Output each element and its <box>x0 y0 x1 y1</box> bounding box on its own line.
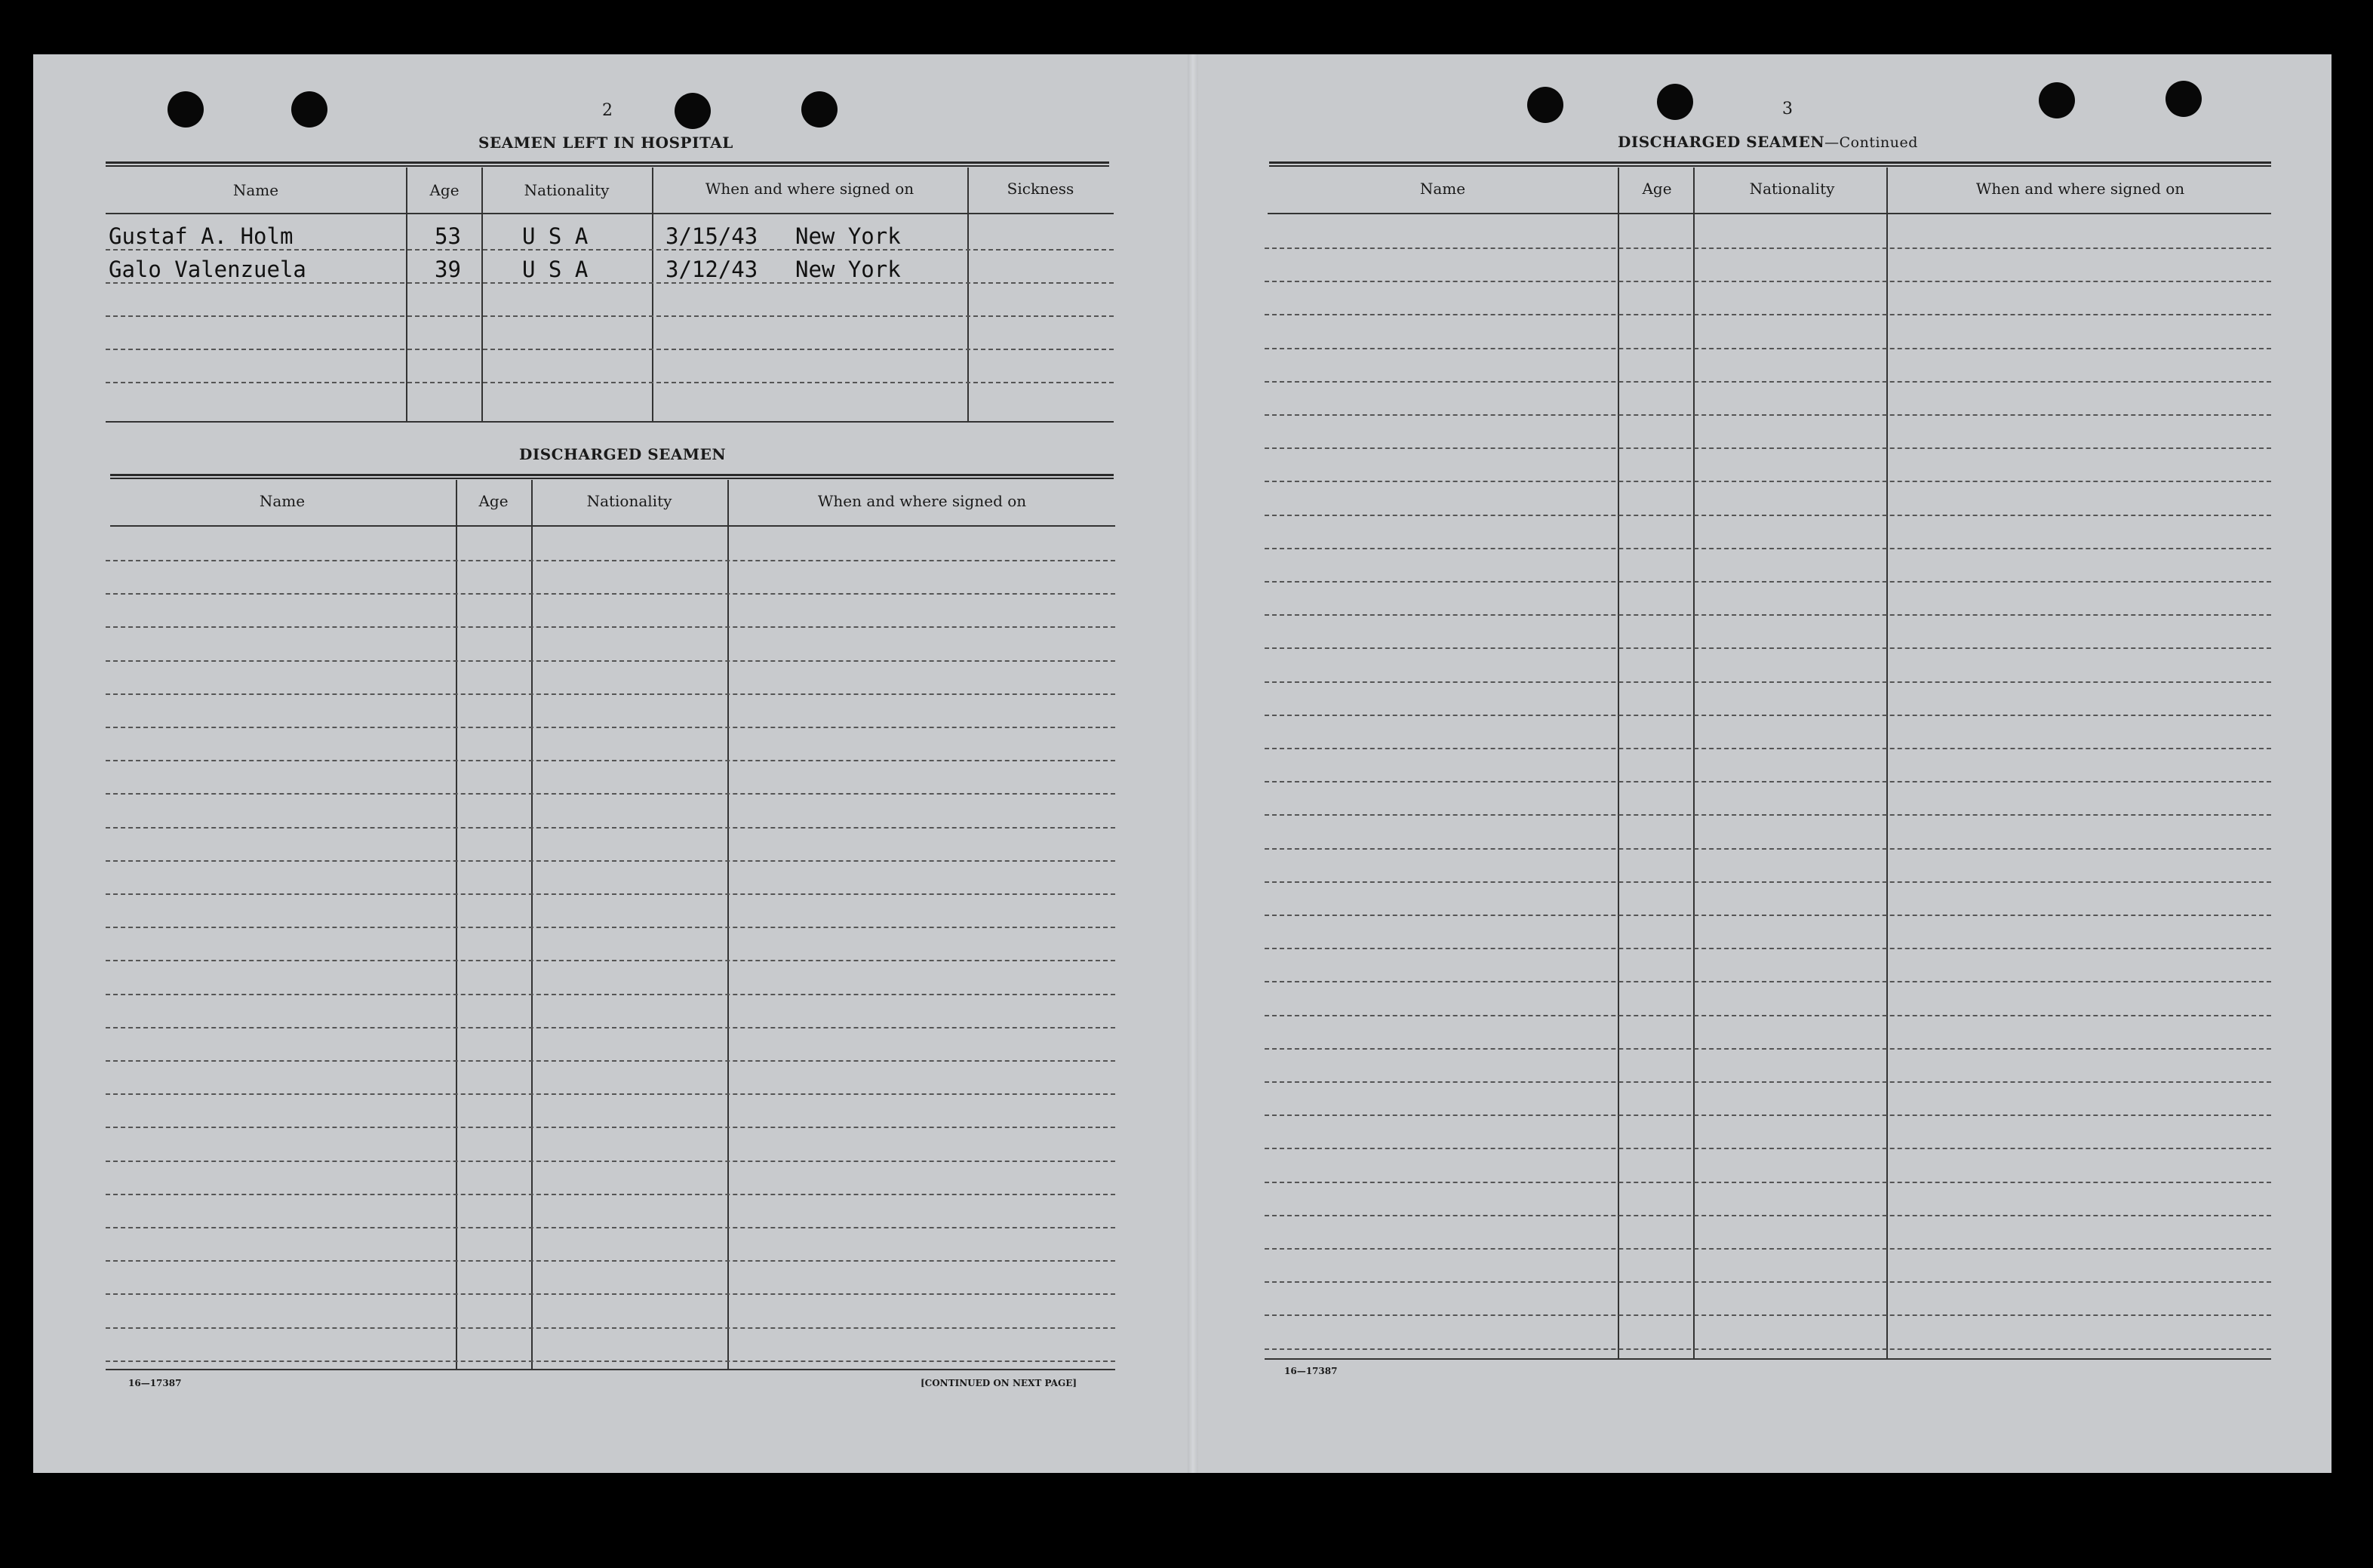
hospital-header-rule <box>106 213 1114 214</box>
ruled-line <box>106 382 1114 383</box>
ruled-line <box>106 994 1115 995</box>
ruled-line <box>1265 647 2271 649</box>
discharged-header-when-where: When and where signed on <box>817 492 1027 510</box>
right-bottom-rule <box>1265 1358 2271 1360</box>
hospital-bottom-rule <box>106 421 1114 423</box>
right-header-name: Name <box>1419 180 1466 198</box>
ruled-line <box>1265 1314 2271 1316</box>
signed-on-place: New York <box>795 223 901 249</box>
ruled-line <box>1265 1148 2271 1149</box>
right-header-nationality: Nationality <box>1749 180 1835 198</box>
right-top-rule <box>1269 161 2271 167</box>
ruled-line <box>106 1227 1115 1228</box>
ruled-line <box>106 1327 1115 1329</box>
form-number: 16—17387 <box>1284 1366 1338 1376</box>
seaman-name: Gustaf A. Holm <box>109 223 294 249</box>
ruled-line <box>106 1260 1115 1262</box>
ruled-line <box>1265 981 2271 982</box>
ruled-line <box>106 1060 1115 1062</box>
ruled-line <box>1265 281 2271 282</box>
column-divider <box>1618 168 1619 1358</box>
punch-hole <box>675 93 711 129</box>
ruled-line <box>106 827 1115 829</box>
ruled-line <box>1265 381 2271 383</box>
ruled-line <box>1265 447 2271 449</box>
discharged-header-age: Age <box>478 492 509 510</box>
ruled-line <box>106 1293 1115 1295</box>
ruled-line <box>1265 1248 2271 1250</box>
page-number: 2 <box>602 101 613 120</box>
continued-note: [CONTINUED ON NEXT PAGE] <box>921 1378 1077 1388</box>
discharged-top-rule <box>110 474 1114 479</box>
ruled-line <box>1265 1048 2271 1050</box>
seaman-age: 53 <box>435 223 461 249</box>
ruled-line <box>1265 548 2271 549</box>
ruled-line <box>1265 1215 2271 1216</box>
ruled-line <box>1265 848 2271 850</box>
ruled-line <box>106 1093 1115 1095</box>
hospital-header-when-where: When and where signed on <box>705 180 914 198</box>
signed-on-date: 3/12/43 <box>665 257 758 282</box>
ruled-line <box>1265 915 2271 916</box>
page-fold <box>1188 54 1198 1473</box>
discharged-title: DISCHARGED SEAMEN <box>519 445 727 463</box>
column-divider <box>1886 168 1888 1358</box>
ruled-line <box>1265 781 2271 782</box>
ruled-line <box>1265 515 2271 516</box>
title-text: DISCHARGED SEAMEN <box>1618 133 1825 151</box>
punch-hole <box>291 91 327 128</box>
hospital-header-nationality: Nationality <box>524 181 610 199</box>
hospital-header-name: Name <box>232 181 279 199</box>
discharged-header-nationality: Nationality <box>586 492 672 510</box>
discharged-bottom-rule <box>106 1369 1115 1370</box>
ruled-line <box>1265 1115 2271 1116</box>
ruled-line <box>106 1360 1115 1362</box>
ruled-line <box>106 249 1114 251</box>
ruled-line <box>106 593 1115 595</box>
ruled-line <box>1265 247 2271 249</box>
ruled-line <box>106 760 1115 761</box>
ruled-line <box>1265 1281 2271 1283</box>
ruled-line <box>106 960 1115 961</box>
ruled-line <box>106 893 1115 895</box>
signed-on-date: 3/15/43 <box>665 223 758 249</box>
hospital-top-rule <box>106 161 1109 167</box>
ruled-line <box>1265 715 2271 716</box>
discharged-header-name: Name <box>259 492 306 510</box>
ruled-line <box>1265 1182 2271 1183</box>
column-divider <box>1693 168 1695 1358</box>
ruled-line <box>106 1161 1115 1162</box>
punch-hole <box>1527 87 1563 123</box>
ruled-line <box>106 793 1115 795</box>
column-divider <box>727 480 729 1369</box>
seaman-age: 39 <box>435 257 461 282</box>
punch-hole <box>801 91 838 128</box>
ruled-line <box>1265 1081 2271 1083</box>
signed-on-place: New York <box>795 257 901 282</box>
ruled-line <box>1265 948 2271 949</box>
hospital-header-age: Age <box>429 181 460 199</box>
punch-hole <box>2166 81 2202 117</box>
ruled-line <box>106 1127 1115 1128</box>
page-number: 3 <box>1782 100 1793 118</box>
title-suffix: —Continued <box>1824 134 1918 151</box>
ruled-line <box>1265 581 2271 583</box>
ruled-line <box>106 315 1114 317</box>
ruled-line <box>1265 1015 2271 1016</box>
right-header-age: Age <box>1642 180 1672 198</box>
right-header-rule <box>1268 213 2271 214</box>
ruled-line <box>106 860 1115 862</box>
ruled-line <box>1265 314 2271 315</box>
ruled-line <box>1265 814 2271 816</box>
column-divider <box>531 480 533 1369</box>
ruled-line <box>1265 881 2271 883</box>
ruled-line <box>1265 614 2271 616</box>
seaman-nationality: U S A <box>522 223 589 249</box>
ruled-line <box>1265 748 2271 749</box>
ruled-line <box>106 660 1115 662</box>
ruled-line <box>106 282 1114 284</box>
ruled-line <box>1265 348 2271 349</box>
right-header-when-where: When and where signed on <box>1975 180 2185 198</box>
form-number: 16—17387 <box>128 1378 182 1388</box>
hospital-title: SEAMEN LEFT IN HOSPITAL <box>478 134 733 152</box>
ruled-line <box>1265 681 2271 683</box>
ruled-line <box>1265 1348 2271 1350</box>
ruled-line <box>106 560 1115 561</box>
ruled-line <box>106 626 1115 628</box>
ruled-line <box>106 727 1115 728</box>
punch-hole <box>2039 82 2075 118</box>
seaman-name: Galo Valenzuela <box>109 257 306 282</box>
ruled-line <box>1265 414 2271 416</box>
ruled-line <box>106 693 1115 695</box>
seaman-nationality: U S A <box>522 257 589 282</box>
punch-hole <box>1657 84 1693 120</box>
column-divider <box>456 480 457 1369</box>
ruled-line <box>1265 481 2271 482</box>
ruled-line <box>106 349 1114 350</box>
discharged-header-rule <box>110 525 1115 527</box>
punch-hole <box>168 91 204 128</box>
ruled-line <box>106 927 1115 928</box>
ruled-line <box>106 1194 1115 1195</box>
discharged-continued-title <box>1618 133 1918 151</box>
ruled-line <box>106 1027 1115 1028</box>
hospital-header-sickness: Sickness <box>1007 180 1074 198</box>
